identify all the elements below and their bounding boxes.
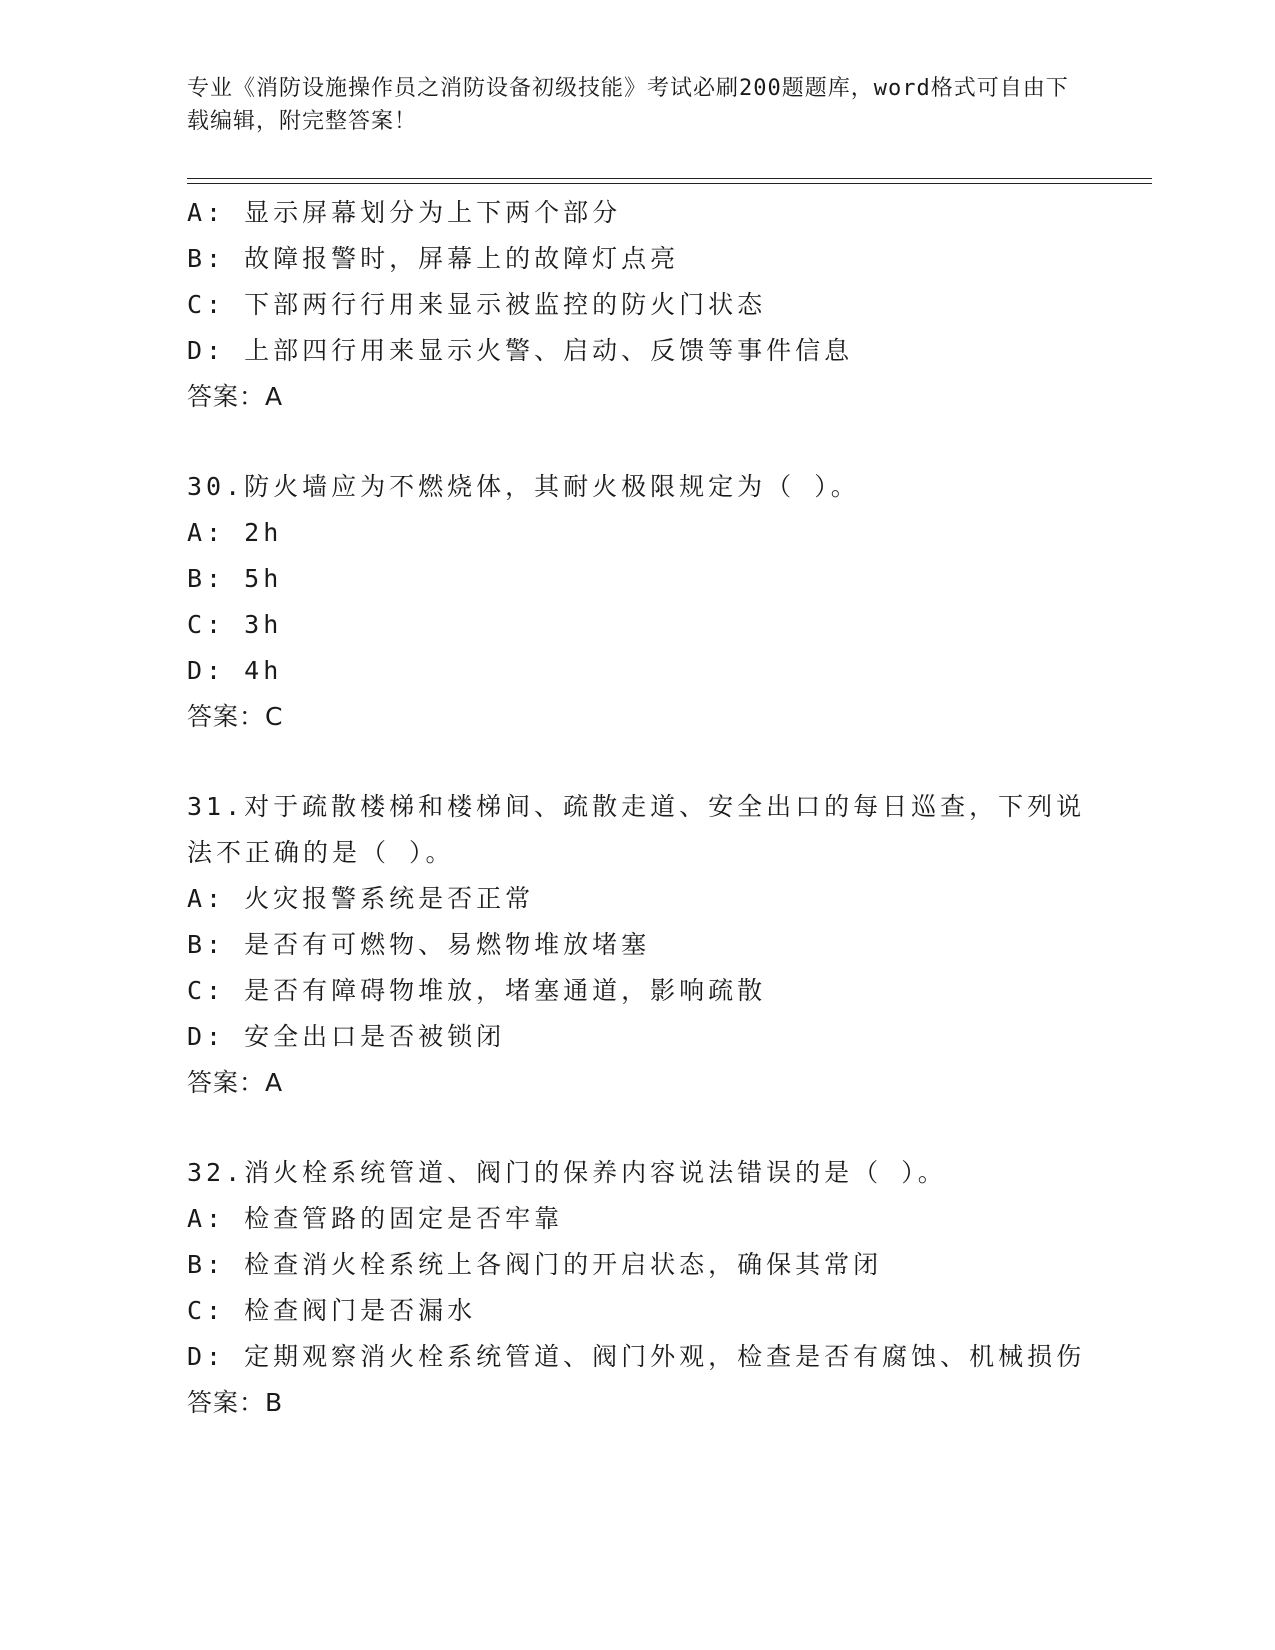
option-d: D: 安全出口是否被锁闭	[187, 1022, 506, 1051]
question-block	[187, 784, 1107, 1106]
option-d: D: 定期观察消火栓系统管道、阀门外观，检查是否有腐蚀、机械损伤	[187, 1342, 1086, 1371]
option-d: D: 4h	[187, 656, 283, 685]
answer-line: 答案：B	[187, 1388, 284, 1417]
option-c: C: 是否有障碍物堆放，堵塞通道，影响疏散	[187, 976, 767, 1005]
question-stem: 30.防火墙应为不燃烧体，其耐火极限规定为（ ）。	[187, 472, 860, 501]
option-d: D: 上部四行用来显示火警、启动、反馈等事件信息	[187, 336, 854, 365]
header-divider-bottom	[187, 183, 1152, 184]
question-block	[187, 190, 1107, 420]
header-divider-top	[187, 178, 1152, 179]
option-a: A: 2h	[187, 518, 283, 547]
option-a: A: 火灾报警系统是否正常	[187, 884, 535, 913]
option-c: C: 3h	[187, 610, 283, 639]
option-b: B: 是否有可燃物、易燃物堆放堵塞	[187, 930, 651, 959]
option-a: A: 检查管路的固定是否牢靠	[187, 1204, 564, 1233]
question-block	[187, 1150, 1107, 1426]
answer-line: 答案：A	[187, 1068, 284, 1097]
question-stem: 32.消火栓系统管道、阀门的保养内容说法错误的是（ ）。	[187, 1158, 947, 1187]
answer-line: 答案：A	[187, 382, 284, 411]
option-c: C: 检查阀门是否漏水	[187, 1296, 477, 1325]
option-c: C: 下部两行行用来显示被监控的防火门状态	[187, 290, 767, 319]
question-block	[187, 464, 1107, 740]
option-b: B: 5h	[187, 564, 283, 593]
answer-line: 答案：C	[187, 702, 284, 731]
question-list	[187, 190, 1107, 1426]
document-header: 专业《消防设施操作员之消防设备初级技能》考试必刷200题题库，word格式可自由下载编辑，附完整答案！	[187, 76, 1069, 134]
question-stem: 31.对于疏散楼梯和楼梯间、疏散走道、安全出口的每日巡查，下列说法不正确的是（ ）。	[187, 792, 1086, 867]
option-b: B: 检查消火栓系统上各阀门的开启状态，确保其常闭	[187, 1250, 883, 1279]
option-b: B: 故障报警时，屏幕上的故障灯点亮	[187, 244, 680, 273]
option-a: A: 显示屏幕划分为上下两个部分	[187, 198, 622, 227]
